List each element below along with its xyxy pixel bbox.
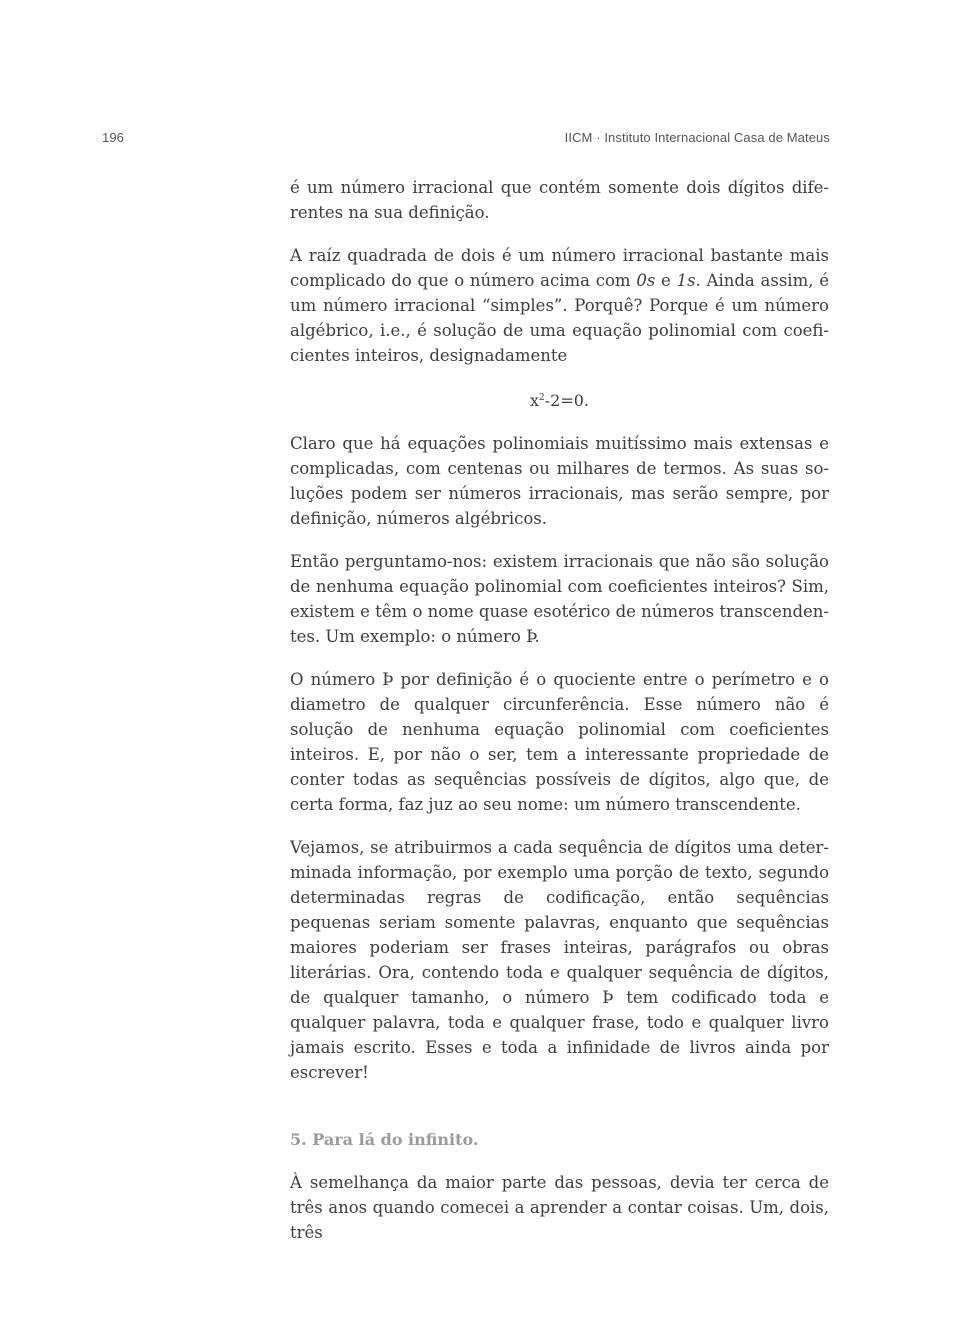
paragraph-6: Vejamos, se atribuirmos a cada sequência de dígitos uma determinada informação, por exemplo uma porção de texto, segundo determinadas regras de codificação, então sequências pequenas seriam somente palavras, enquanto que sequências maiores poderiam ser frases inteiras, parágrafos ou obras literárias. Ora, contendo toda e qualquer sequência de dígitos, de qualquer tamanho, o número Þ tem codificado toda e qualquer palavra, toda e qualquer frase, todo e qualquer livro jamais escrito. Esses e toda a infinidade de livros ainda por escrever! <box>290 838 829 1082</box>
paragraph-2-part-b: . Ainda assim, é um número irracional “simples”. Porquê? Porque é um número algébrico, i.e., é solução de uma equação polinomial com coeficientes inteiros, designadamente <box>290 271 829 365</box>
page-number: 196 <box>102 130 124 145</box>
publication-title: IICM · Instituto Internacional Casa de Mateus <box>564 130 830 145</box>
equation-rest: -2=0. <box>544 391 590 410</box>
paragraph-7: À semelhança da maior parte das pessoas, devia ter cerca de três anos quando comecei a aprender a contar coisas. Um, dois, três <box>290 1173 829 1242</box>
paragraph-4: Então perguntamo-nos: existem irracionais que não são solução de nenhuma equação polinomial com coeficientes inteiros? Sim, existem e têm o nome quase esotérico de números transcendentes. Um exemplo: o número Þ. <box>290 552 829 646</box>
equation-exponent: 2 <box>539 393 545 403</box>
paragraph-1: é um número irracional que contém somente dois dígitos diferentes na sua definição. <box>290 178 829 222</box>
section-heading: 5. Para lá do infinito. <box>290 1130 479 1149</box>
paragraph-2-part-a: A raíz quadrada de dois é um número irracional bastante mais complicado do que o número acima com <box>290 246 829 290</box>
ones-term: 1s <box>676 271 696 290</box>
paragraph-3: Claro que há equações polinomiais muitíssimo mais extensas e complicadas, com centenas ou milhares de termos. As suas soluções podem ser números irracionais, mas serão sempre, por definição, números algébricos. <box>290 434 829 528</box>
paragraph-2 <box>290 243 829 368</box>
zeros-term: 0s <box>636 271 656 290</box>
equation <box>290 386 829 413</box>
conjunction: e <box>655 271 677 290</box>
paragraph-5: O número Þ por definição é o quociente entre o perímetro e o diametro de qualquer circunferência. Esse número não é solução de nenhuma equação polinomial com coeficientes inteiros. E, por não o ser, tem a interessante propriedade de conter todas as sequências possíveis de dígitos, algo que, de certa forma, faz juz ao seu nome: um número transcendente. <box>290 670 829 814</box>
main-text <box>290 175 829 1263</box>
equation-base: x <box>529 391 540 410</box>
